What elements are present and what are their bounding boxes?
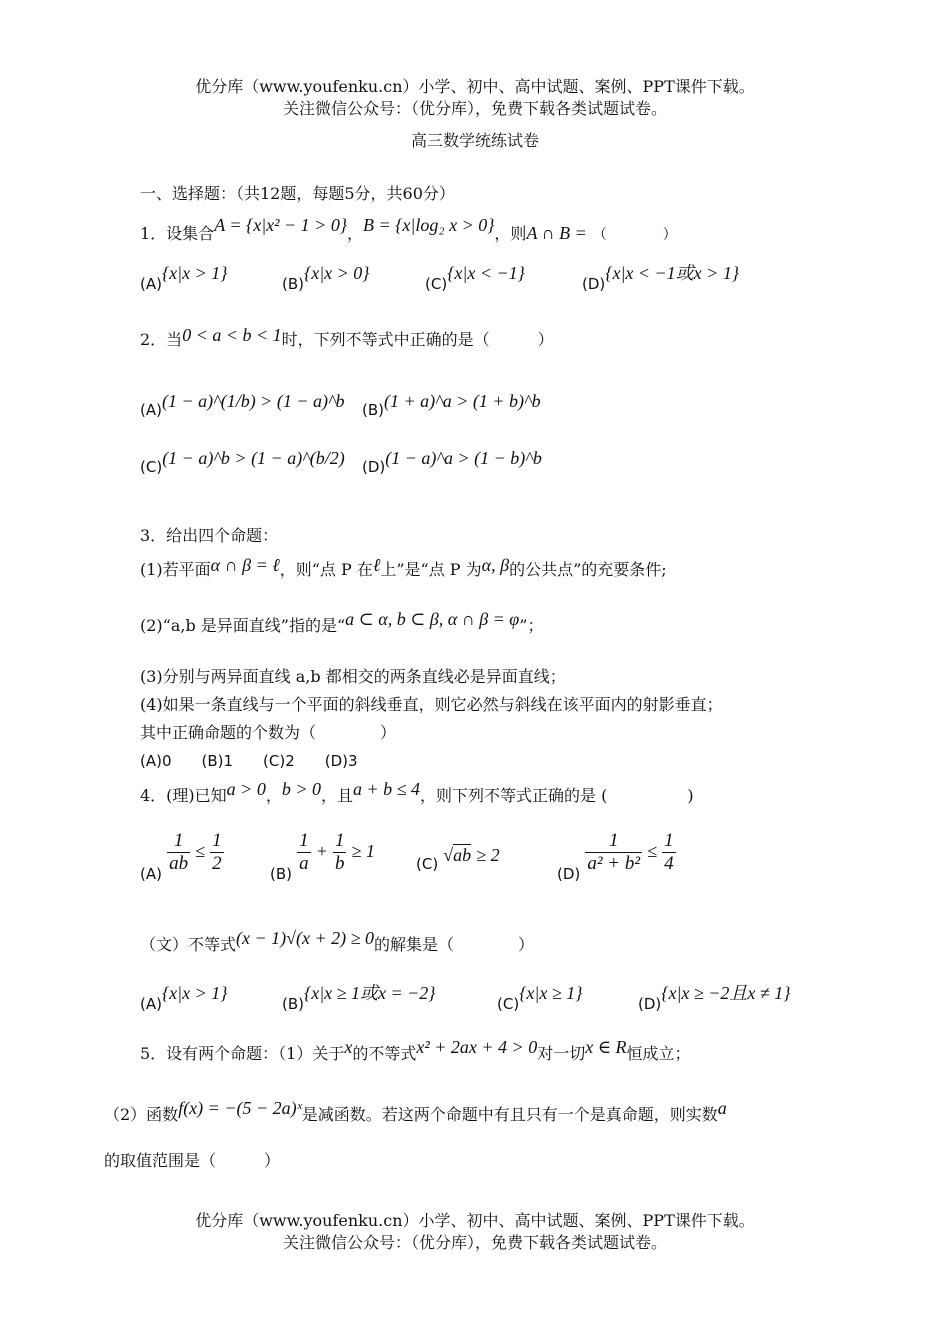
q3-p2-text-b: ”； bbox=[519, 616, 544, 635]
q4-c-radicand: ab bbox=[453, 845, 472, 865]
q2-option-b-math: (1 + a)^a > (1 + b)^b bbox=[384, 391, 541, 411]
q4-wen-stem bbox=[140, 928, 535, 956]
question-3-stem: 3．给出四个命题： bbox=[140, 526, 279, 545]
q1-intersection: A ∩ B = bbox=[526, 223, 587, 243]
q3-p1-math-2: ℓ bbox=[372, 555, 381, 575]
q2-text-a: 2．当 bbox=[140, 330, 183, 349]
q4-wen-text-b: 的解集是（ ） bbox=[374, 935, 535, 954]
q1-option-a bbox=[140, 263, 228, 295]
q5-text-e: （2）函数 bbox=[104, 1105, 179, 1124]
q4-wen-b-math: {x|x ≥ 1或x = −2} bbox=[304, 983, 436, 1003]
q4-option-c bbox=[416, 845, 500, 875]
question-1-stem bbox=[140, 215, 677, 246]
q4-a-rel: ≤ bbox=[195, 841, 206, 861]
q4-option-a-label: (A) bbox=[140, 865, 162, 883]
q4-a-den2: 2 bbox=[212, 853, 222, 874]
question-5-line-2 bbox=[104, 1098, 727, 1126]
q2-option-b-label: (B) bbox=[362, 401, 384, 419]
footer-line-2: 关注微信公众号：（优分库），免费下载各类试题试卷。 bbox=[282, 1233, 667, 1252]
q1-comma: ， bbox=[347, 224, 364, 243]
q1-option-c bbox=[425, 263, 525, 295]
q4-math-2: b > 0 bbox=[281, 779, 321, 799]
q5-text-c: 对一切 bbox=[537, 1044, 586, 1063]
q2-condition: 0 < a < b < 1 bbox=[182, 325, 282, 345]
q4-b-den1: a bbox=[299, 853, 309, 874]
q3-p1-text-a: (1)若平面 bbox=[140, 560, 211, 579]
q4-d-den: a² + b² bbox=[587, 853, 641, 874]
q2-option-c-math: (1 − a)^b > (1 − a)^(b/2) bbox=[162, 448, 345, 468]
page-title: 高三数学统练试卷 bbox=[410, 131, 539, 150]
q4-a-num: 1 bbox=[173, 830, 184, 851]
q3-p2-text-a: (2)“a,b 是异面直线”指的是“ bbox=[140, 616, 346, 635]
q1-answer-paren: （ ） bbox=[592, 227, 677, 243]
q5-math-3: x ∈ R bbox=[585, 1037, 627, 1057]
q4-d-num2: 1 bbox=[664, 830, 674, 851]
q4-c-sqrt: √ab bbox=[443, 845, 472, 865]
question-2-stem bbox=[140, 325, 554, 351]
q5-math-1: x bbox=[344, 1037, 353, 1057]
q4-c-rel: ≥ 2 bbox=[476, 845, 500, 865]
q5-text-f: 是减函数。若这两个命题中有且只有一个是真命题，则实数 bbox=[301, 1105, 718, 1124]
q3-p1-text-c: 上”是“点 P 为 bbox=[380, 560, 482, 579]
q4-wen-b-label: (B) bbox=[282, 995, 304, 1013]
q4-a-den: ab bbox=[169, 853, 189, 874]
q3-p1-text-b: ，则“点 P 在 bbox=[279, 560, 373, 579]
q4-wen-c-math: {x|x ≥ 1} bbox=[519, 983, 583, 1003]
question-4-stem: 4．(理)已知a > 0，b > 0，且a + b ≤ 4，则下列不等式正确的是 ( ) bbox=[140, 779, 694, 805]
q1-option-b-math: {x|x > 0} bbox=[304, 263, 370, 283]
q4-option-d-label: (D) bbox=[557, 865, 581, 883]
q3-proposition-1 bbox=[140, 555, 667, 581]
q4-b-den2: b bbox=[334, 853, 345, 874]
q3-p2-math: a ⊂ α, b ⊂ β, α ∩ β = φ bbox=[345, 609, 520, 629]
q1-option-c-math: {x|x < −1} bbox=[447, 263, 525, 283]
q4-wen-option-b bbox=[282, 983, 436, 1015]
question-5-line-3: 的取值范围是（ ） bbox=[104, 1151, 281, 1170]
q4-option-b bbox=[270, 830, 375, 885]
q4-wen-option-c bbox=[497, 983, 583, 1015]
q5-text-a: 5．设有两个命题：（1）关于 bbox=[140, 1044, 345, 1063]
q4-wen-option-a bbox=[140, 983, 228, 1015]
q1-option-d-math: {x|x < −1或x > 1} bbox=[605, 263, 740, 283]
q4-wen-a-label: (A) bbox=[140, 995, 162, 1013]
q3-p1-math-3: α, β bbox=[481, 555, 510, 575]
q4-d-den2: 4 bbox=[664, 853, 674, 874]
q4-wen-c-label: (C) bbox=[497, 995, 520, 1013]
q4-math-3: a + b ≤ 4 bbox=[353, 779, 421, 799]
q1-option-a-math: {x|x > 1} bbox=[161, 263, 228, 283]
q1-option-b bbox=[282, 263, 370, 295]
header-line-2: 关注微信公众号：（优分库），免费下载各类试题试卷。 bbox=[282, 99, 667, 118]
q4-text-c: ，则下列不等式正确的是 ( ) bbox=[420, 786, 694, 805]
header-line-1: 优分库（www.youfenku.cn）小学、初中、高中试题、案例、PPT课件下载。 bbox=[195, 77, 755, 96]
q2-text-b: 时，下列不等式中正确的是（ ） bbox=[281, 330, 554, 349]
q4-text-b: ，且 bbox=[321, 786, 354, 805]
q4-wen-d-label: (D) bbox=[638, 995, 662, 1013]
q1-option-b-label: (B) bbox=[282, 275, 304, 293]
q3-proposition-4: (4)如果一条直线与一个平面的斜线垂直，则它必然与斜线在该平面内的射影垂直； bbox=[140, 695, 723, 714]
q2-option-d-math: (1 − a)^a > (1 − b)^b bbox=[385, 448, 542, 468]
q3-ask: 其中正确命题的个数为（ ） bbox=[140, 723, 397, 742]
q4-option-d bbox=[557, 830, 676, 885]
q1-text-b: ，则 bbox=[494, 224, 527, 243]
q3-p1-text-d: 的公共点”的充要条件; bbox=[509, 560, 667, 579]
q4-b-rel: ≥ 1 bbox=[351, 841, 375, 861]
q5-math-2: x² + 2ax + 4 > 0 bbox=[416, 1037, 538, 1057]
q3-options: (A)0 (B)1 (C)2 (D)3 bbox=[140, 752, 358, 770]
q4-wen-d-math: {x|x ≥ −2且x ≠ 1} bbox=[661, 983, 791, 1003]
q4-option-c-label: (C) bbox=[416, 855, 439, 873]
q1-set-a: A = {x|x² − 1 > 0} bbox=[214, 215, 348, 235]
q3-proposition-2 bbox=[140, 609, 544, 637]
q5-math-5: a bbox=[717, 1098, 727, 1118]
q2-option-a bbox=[140, 391, 345, 421]
q5-math-4: f(x) = −(5 − 2a)ˣ bbox=[178, 1098, 302, 1118]
q1-text-a: 1．设集合 bbox=[140, 224, 215, 243]
q4-b-num2: 1 bbox=[334, 830, 345, 851]
q1-option-d-label: (D) bbox=[582, 275, 606, 293]
q2-option-b bbox=[362, 391, 541, 421]
q4-d-rel: ≤ bbox=[647, 841, 658, 861]
q4-text-a: 4．(理)已知 bbox=[140, 786, 227, 805]
question-5-line-1 bbox=[140, 1037, 691, 1065]
q3-proposition-3: (3)分别与两异面直线 a,b 都相交的两条直线必是异面直线； bbox=[140, 667, 566, 686]
q4-b-num1: 1 bbox=[299, 830, 309, 851]
q5-text-b: 的不等式 bbox=[352, 1044, 417, 1063]
q4-wen-option-d bbox=[638, 983, 791, 1015]
q4-b-plus: + bbox=[315, 841, 328, 861]
q4-option-a bbox=[140, 830, 224, 885]
q1-option-c-label: (C) bbox=[425, 275, 448, 293]
q3-p1-math-1: α ∩ β = ℓ bbox=[210, 555, 280, 575]
footer-line-1: 优分库（www.youfenku.cn）小学、初中、高中试题、案例、PPT课件下载。 bbox=[195, 1211, 755, 1230]
q2-option-d-label: (D) bbox=[362, 458, 386, 476]
q2-option-c-label: (C) bbox=[140, 458, 163, 476]
q2-option-a-label: (A) bbox=[140, 401, 162, 419]
q2-option-a-math: (1 − a)^(1/b) > (1 − a)^b bbox=[161, 391, 345, 411]
q1-option-a-label: (A) bbox=[140, 275, 162, 293]
q4-a-num2: 1 bbox=[212, 830, 222, 851]
q2-option-d bbox=[362, 448, 542, 478]
q1-option-d bbox=[582, 263, 740, 295]
q2-option-c bbox=[140, 448, 345, 478]
q4-wen-a-math: {x|x > 1} bbox=[161, 983, 228, 1003]
q4-wen-math: (x − 1)√(x + 2) ≥ 0 bbox=[236, 928, 375, 948]
q4-option-b-label: (B) bbox=[270, 865, 292, 883]
q4-math-1: a > 0 bbox=[226, 779, 266, 799]
section-heading: 一、选择题：（共12题，每题5分，共60分） bbox=[140, 184, 455, 203]
q4-d-num: 1 bbox=[608, 830, 619, 851]
q5-text-d: 恒成立； bbox=[626, 1044, 691, 1063]
q1-set-b: B = {x|log₂ x > 0} bbox=[363, 215, 495, 235]
q4-wen-text-a: （文）不等式 bbox=[140, 935, 237, 954]
